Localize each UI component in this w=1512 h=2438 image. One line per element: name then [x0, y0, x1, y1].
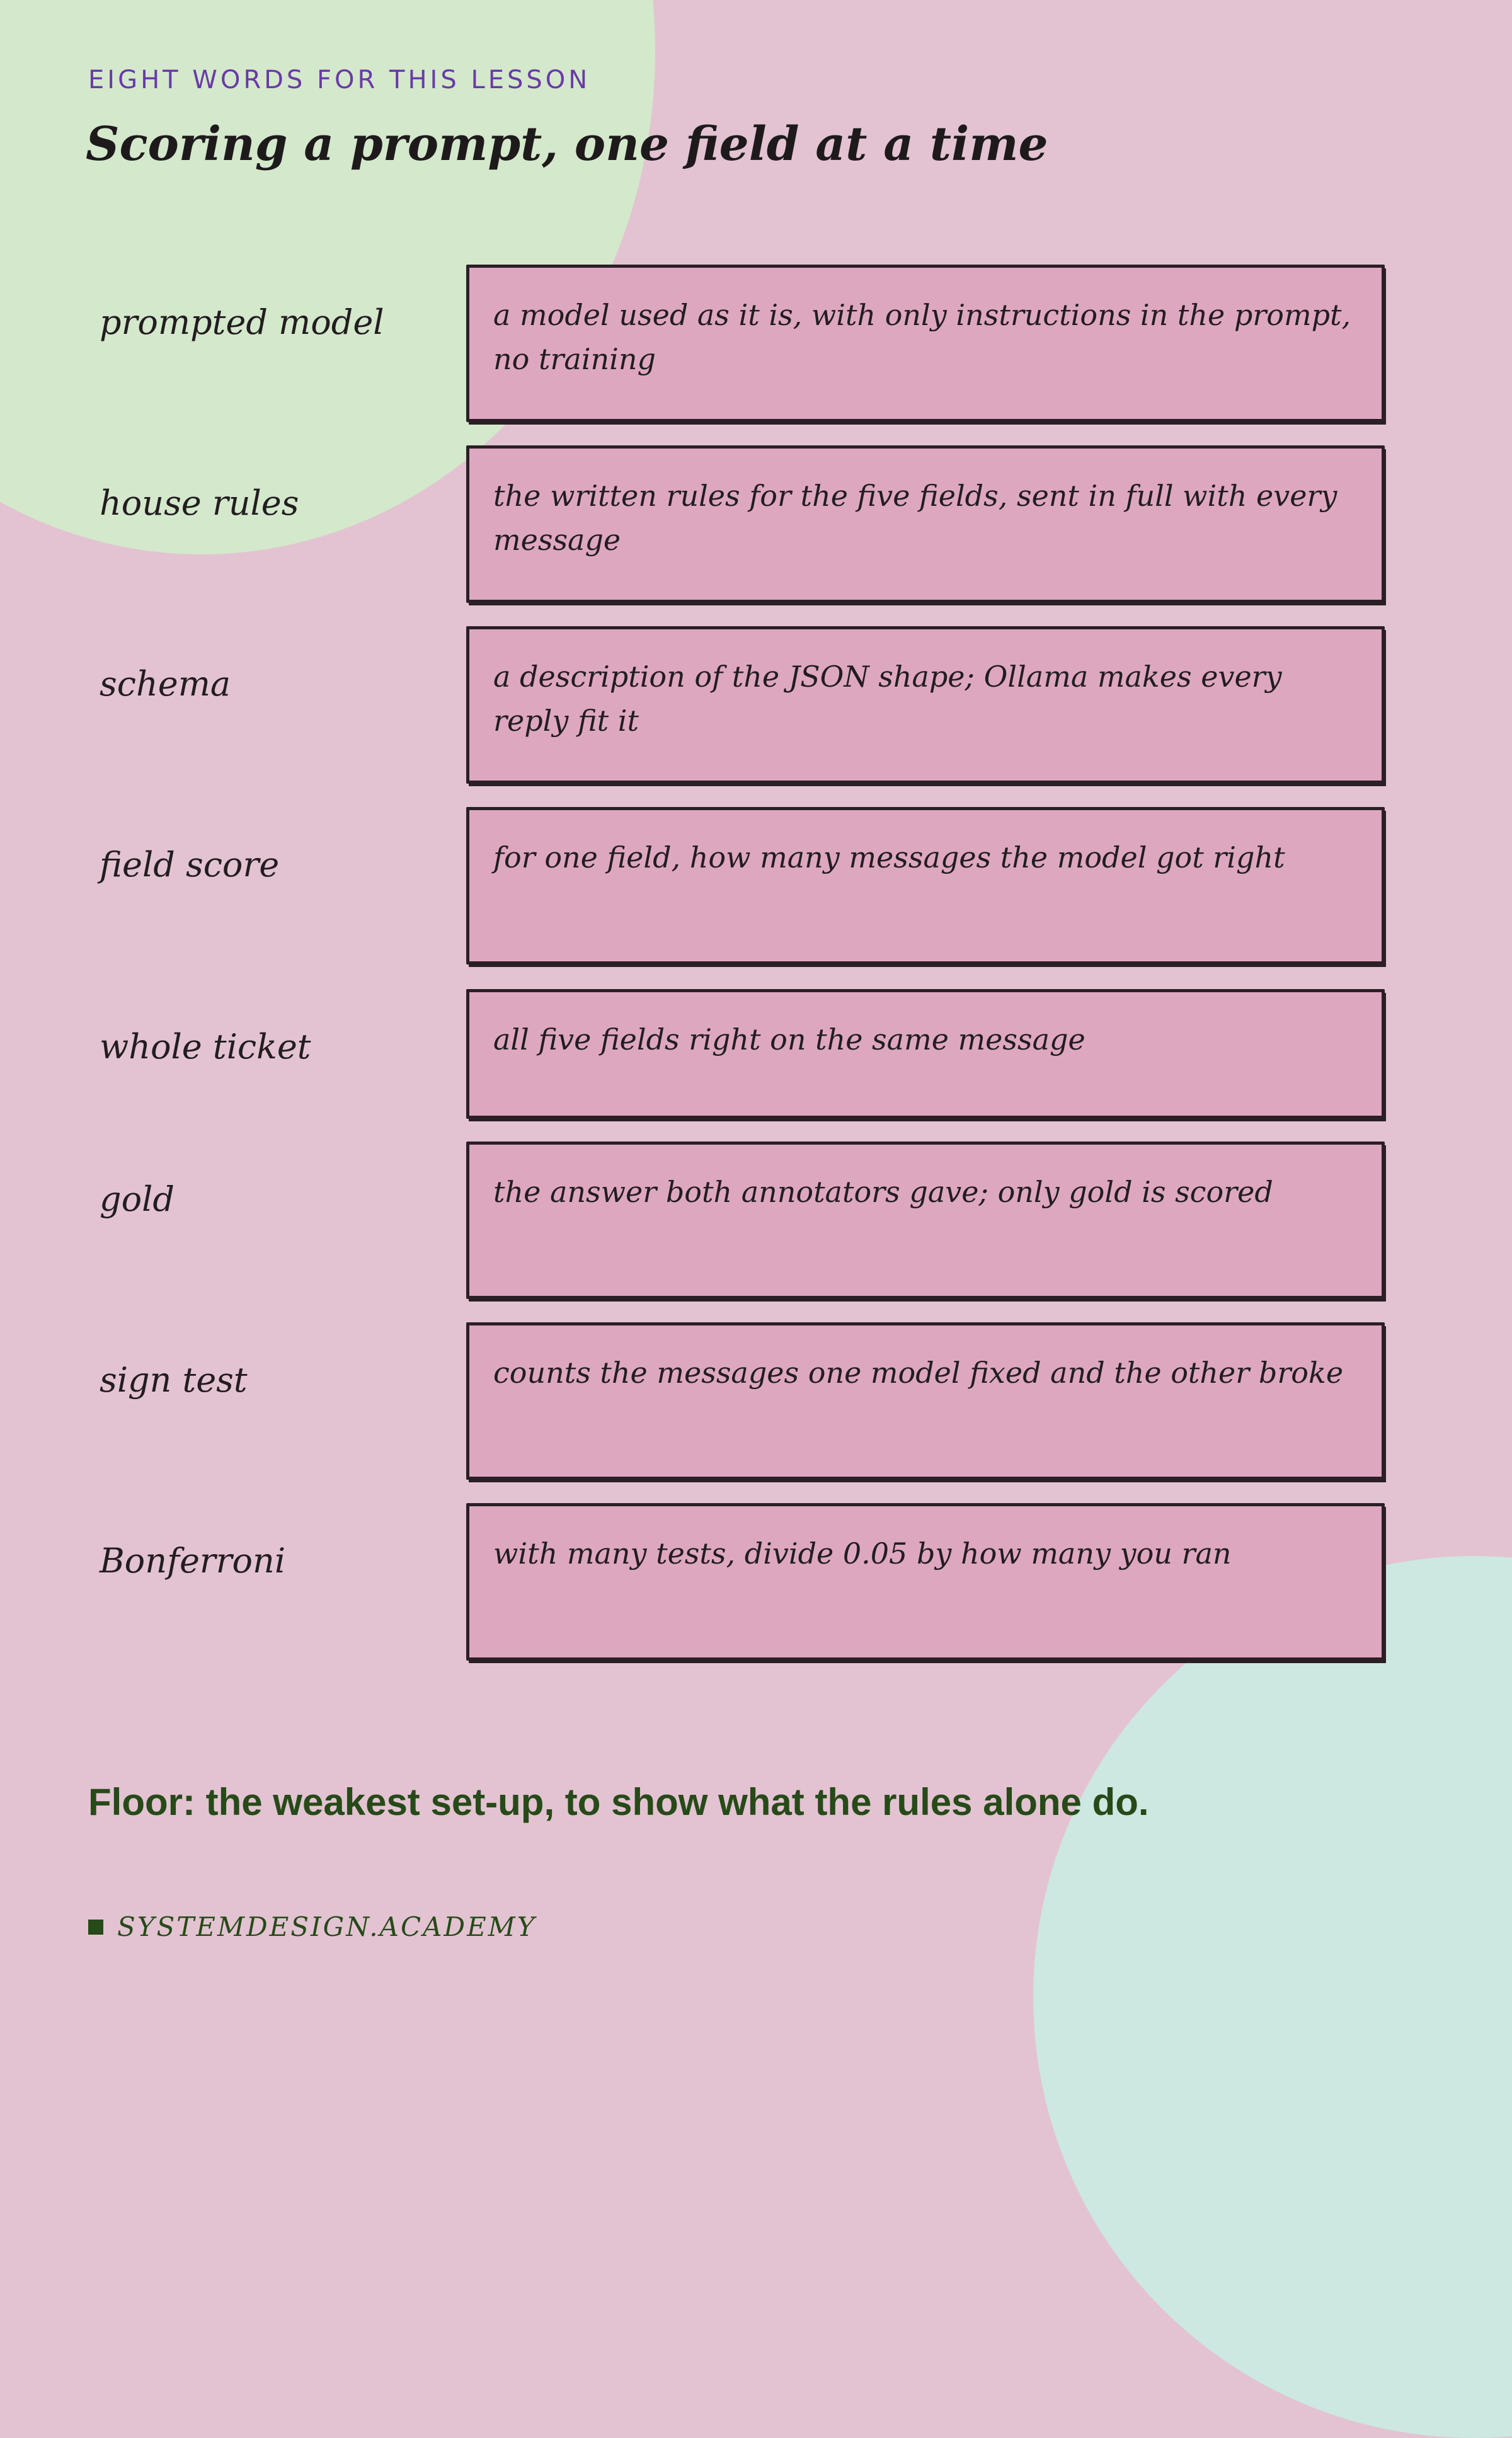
definition-card	[466, 989, 1385, 1119]
glossary-term: sign test	[100, 1360, 248, 1400]
brand-footer	[88, 1911, 536, 1942]
glossary-definition: for one field, how many messages the model got right	[493, 840, 1285, 874]
glossary-definition: the written rules for the five fields, sent in full with every message	[493, 479, 1337, 557]
glossary-term: gold	[100, 1179, 175, 1219]
definition-card	[466, 1142, 1385, 1299]
glossary-definition: a description of the JSON shape; Ollama makes every reply fit it	[493, 660, 1282, 738]
glossary-term: field score	[100, 845, 280, 884]
glossary-term: Bonferroni	[100, 1541, 286, 1581]
background-blob-mint	[1033, 1556, 1512, 2438]
glossary-term: prompted model	[100, 302, 384, 342]
glossary-definition: counts the messages one model fixed and the other broke	[493, 1356, 1344, 1390]
definition-card	[466, 1503, 1385, 1661]
glossary-definition: with many tests, divide 0.05 by how many you ran	[493, 1537, 1232, 1571]
page-title: Scoring a prompt, one field at a time	[86, 117, 1048, 171]
definition-card	[466, 265, 1385, 422]
definition-card	[466, 1322, 1385, 1480]
glossary-definition: all five fields right on the same message	[493, 1022, 1085, 1056]
floor-note: Floor: the weakest set-up, to show what the rules alone do.	[88, 1781, 1149, 1823]
glossary-term: house rules	[100, 483, 299, 523]
definition-card	[466, 445, 1385, 603]
glossary-term: whole ticket	[100, 1027, 311, 1067]
square-bullet-icon	[88, 1920, 103, 1935]
eyebrow-label: EIGHT WORDS FOR THIS LESSON	[88, 66, 591, 94]
definition-card	[466, 807, 1385, 964]
brand-name: SYSTEMDESIGN.ACADEMY	[117, 1911, 537, 1942]
glossary-definition: the answer both annotators gave; only gold is scored	[493, 1175, 1273, 1209]
definition-card	[466, 626, 1385, 784]
glossary-definition: a model used as it is, with only instructions in the prompt, no training	[493, 298, 1351, 376]
glossary-term: schema	[100, 664, 231, 704]
